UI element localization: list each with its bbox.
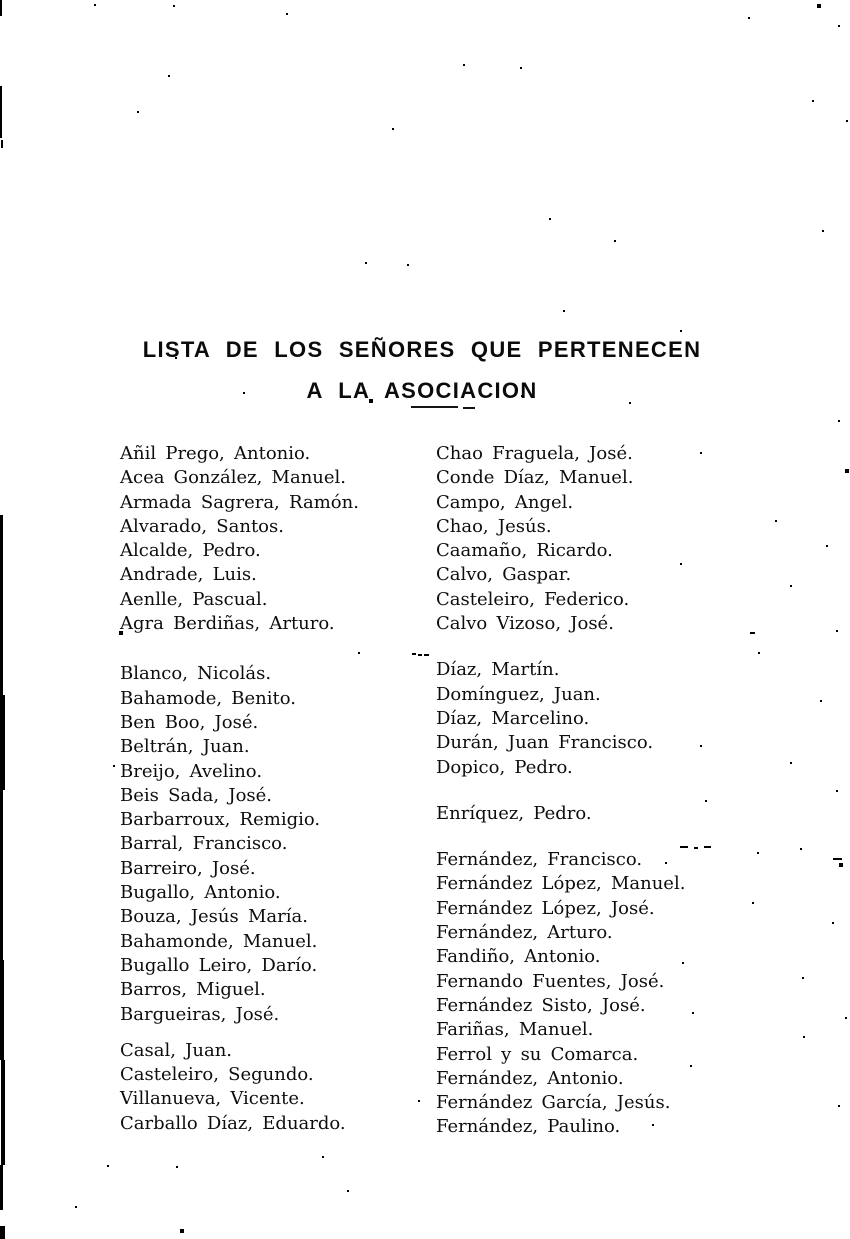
list-item: Fernando Fuentes, José. xyxy=(436,970,665,992)
scan-noise-speckles xyxy=(0,0,2,2)
list-item: Ferrol y su Comarca. xyxy=(436,1043,639,1065)
scan-edge-artifact xyxy=(1,140,3,148)
list-item: Acea González, Manuel. xyxy=(120,467,347,489)
list-item: Barreiro, José. xyxy=(120,857,256,879)
list-item: Chao Fraguela, José. xyxy=(436,443,633,464)
list-item: Chao, Jesús. xyxy=(436,515,552,537)
name-group xyxy=(120,442,436,636)
list-item: Casteleiro, Segundo. xyxy=(120,1064,314,1086)
list-item: Díaz, Martín. xyxy=(436,659,560,681)
list-item: Carballo Díaz, Eduardo. xyxy=(120,1112,346,1134)
list-item: Fernández López, José. xyxy=(436,897,655,919)
scan-edge-artifact xyxy=(0,790,3,960)
list-item: Andrade, Luis. xyxy=(120,564,257,586)
list-item: Fernández López, Manuel. xyxy=(436,873,686,895)
list-item: Bahamonde, Manuel. xyxy=(120,930,318,952)
list-item: Bugallo, Antonio. xyxy=(120,882,281,904)
name-column-left xyxy=(120,442,436,1140)
name-group xyxy=(436,802,766,826)
list-item: Fernández, Arturo. xyxy=(436,922,613,944)
title-line-2: A LA ASOCIACION xyxy=(306,378,538,403)
ink-dash-artifact xyxy=(680,846,688,848)
title-divider xyxy=(411,406,477,408)
list-item: Bugallo Leiro, Darío. xyxy=(120,954,318,976)
list-item: Bahamode, Benito. xyxy=(120,687,297,709)
list-item: Barral, Francisco. xyxy=(120,833,288,855)
list-item: Campo, Angel. xyxy=(436,491,574,513)
scan-edge-artifact xyxy=(0,86,2,138)
member-list xyxy=(120,442,850,1140)
scan-edge-artifact xyxy=(0,0,2,16)
name-column-right xyxy=(436,442,766,1140)
name-group xyxy=(436,848,766,1140)
name-group xyxy=(436,442,766,636)
ink-dash-artifact xyxy=(418,654,422,656)
list-item: Enríquez, Pedro. xyxy=(436,802,592,824)
list-item: Beltrán, Juan. xyxy=(120,736,250,758)
list-item: Bouza, Jesús María. xyxy=(120,906,308,928)
scan-edge-artifact xyxy=(0,1226,5,1239)
list-item: Añil Prego, Antonio. xyxy=(120,443,311,464)
list-item: Alcalde, Pedro. xyxy=(120,540,261,562)
list-item: Armada Sagrera, Ramón. xyxy=(120,491,359,513)
scan-edge-artifact xyxy=(0,1165,3,1210)
page-title xyxy=(0,329,844,411)
list-item: Aenlle, Pascual. xyxy=(120,588,268,610)
list-item: Barros, Miguel. xyxy=(120,979,266,1001)
list-item: Calvo Vizoso, José. xyxy=(436,613,614,635)
list-item: Fernández García, Jesús. xyxy=(436,1092,671,1114)
name-group xyxy=(436,658,766,779)
name-group xyxy=(120,1039,436,1136)
list-item: Barbarroux, Remigio. xyxy=(120,809,321,831)
list-item: Casteleiro, Federico. xyxy=(436,588,630,610)
ink-dash-artifact xyxy=(424,654,429,656)
ink-dash-artifact xyxy=(704,846,711,848)
scan-edge-artifact xyxy=(0,695,5,790)
ink-dash-artifact xyxy=(694,847,698,849)
name-group xyxy=(120,662,436,1026)
title-line-1: LISTA DE LOS SEÑORES QUE PERTENECEN xyxy=(142,337,702,362)
list-item: Blanco, Nicolás. xyxy=(120,663,272,685)
list-item: Domínguez, Juan. xyxy=(436,683,601,705)
list-item: Beis Sada, José. xyxy=(120,784,273,806)
list-item: Calvo, Gaspar. xyxy=(436,564,572,586)
list-item: Fernández, Paulino. xyxy=(436,1116,621,1138)
list-item: Casal, Juan. xyxy=(120,1039,233,1061)
scan-edge-artifact xyxy=(0,515,3,695)
ink-dash-artifact xyxy=(412,653,416,655)
divider-segment xyxy=(411,406,458,408)
ink-dash-artifact xyxy=(750,632,755,634)
list-item: Breijo, Avelino. xyxy=(120,760,263,782)
list-item: Caamaño, Ricardo. xyxy=(436,540,613,562)
list-item: Fariñas, Manuel. xyxy=(436,1019,594,1041)
scan-edge-artifact xyxy=(0,960,4,1060)
list-item: Agra Berdiñas, Arturo. xyxy=(120,613,335,635)
list-item: Dopico, Pedro. xyxy=(436,756,573,778)
list-item: Bargueiras, José. xyxy=(120,1003,280,1025)
list-item: Conde Díaz, Manuel. xyxy=(436,467,634,489)
list-item: Villanueva, Vicente. xyxy=(120,1088,305,1110)
list-item: Díaz, Marcelino. xyxy=(436,707,590,729)
list-item: Fernández, Francisco. xyxy=(436,849,643,871)
list-item: Fandiño, Antonio. xyxy=(436,946,601,968)
scan-edge-artifact xyxy=(1,1060,5,1165)
ink-dash-artifact xyxy=(833,858,842,860)
divider-segment xyxy=(463,407,475,409)
list-item: Ben Boo, José. xyxy=(120,711,259,733)
list-item: Durán, Juan Francisco. xyxy=(436,732,654,754)
list-item: Alvarado, Santos. xyxy=(120,515,284,537)
list-item: Fernández, Antonio. xyxy=(436,1067,624,1089)
list-item: Fernández Sisto, José. xyxy=(436,994,646,1016)
